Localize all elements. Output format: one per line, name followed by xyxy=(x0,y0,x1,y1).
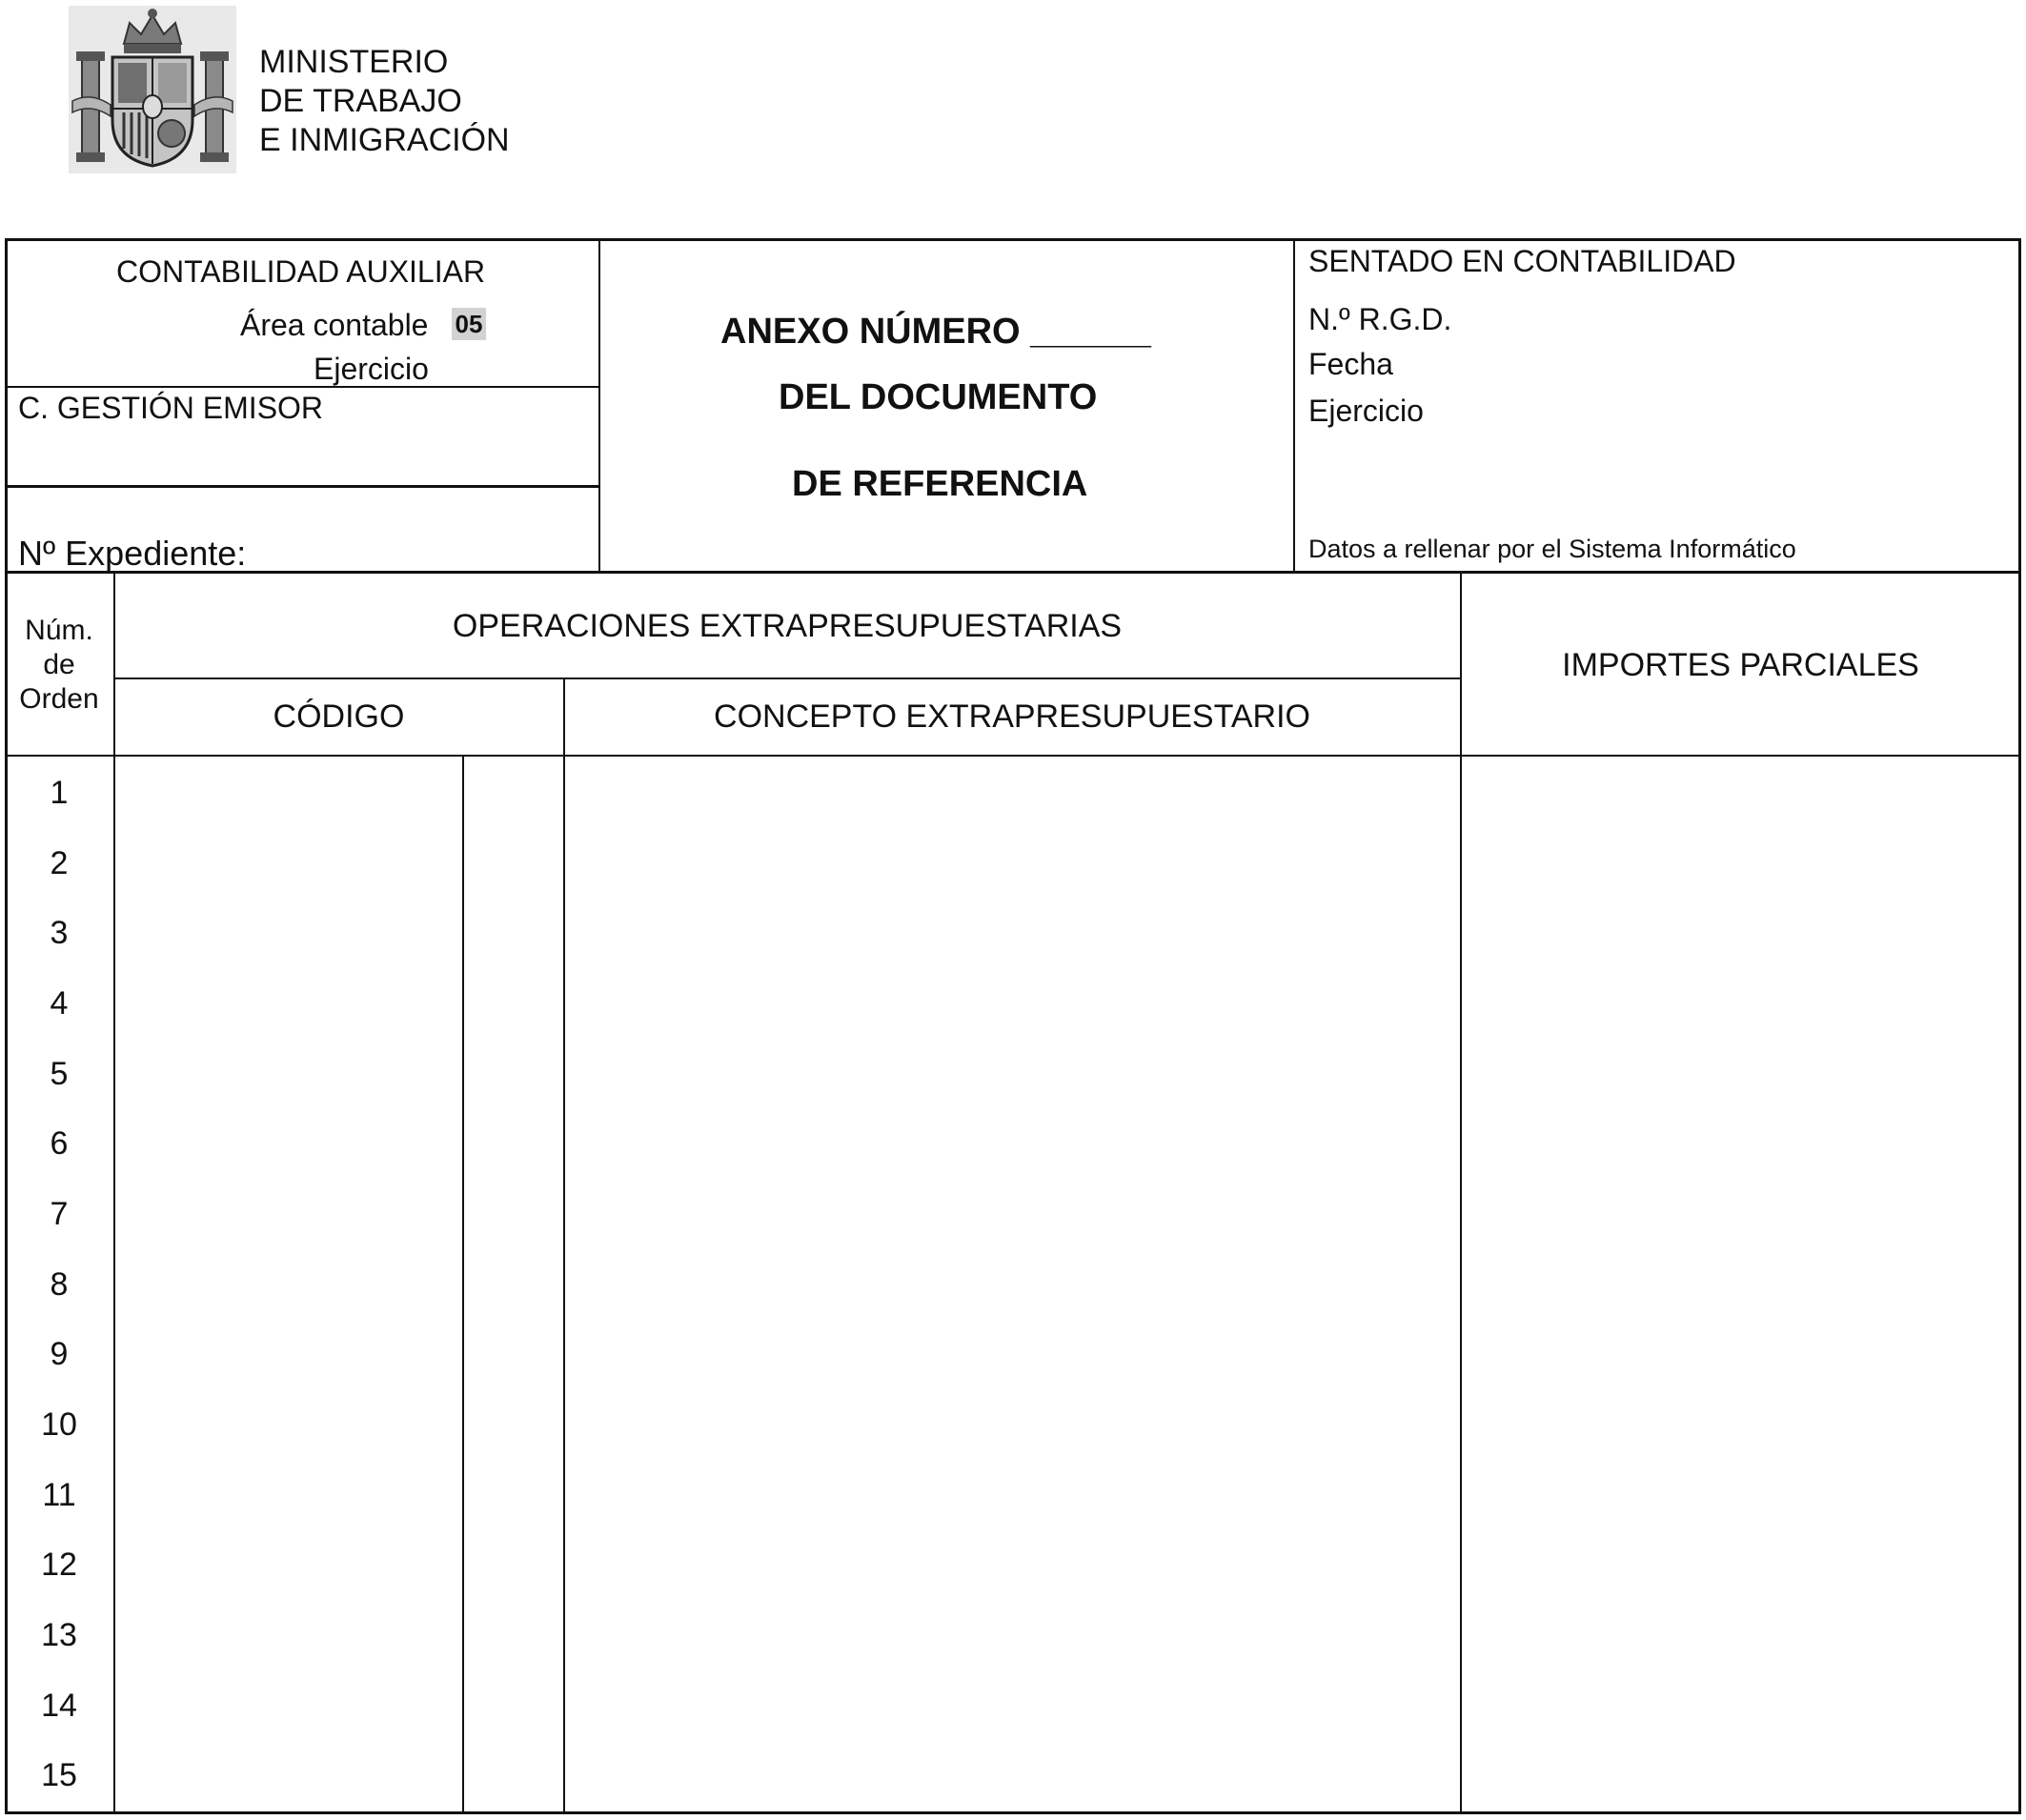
divider xyxy=(6,571,2020,574)
operaciones-header: OPERACIONES EXTRAPRESUPUESTARIAS xyxy=(452,608,1123,644)
table-divider xyxy=(1460,573,1462,1813)
num-orden-header-3: Orden xyxy=(19,683,99,715)
ministry-name-line-3: E INMIGRACIÓN xyxy=(259,122,510,158)
row-number: 9 xyxy=(50,1336,69,1372)
row-number: 1 xyxy=(50,775,69,811)
row-number: 13 xyxy=(41,1617,77,1653)
sentado-contabilidad-label: SENTADO EN CONTABILIDAD xyxy=(1308,244,1736,278)
area-contable-value: 05 xyxy=(452,308,486,340)
row-number: 14 xyxy=(41,1688,77,1724)
row-number: 11 xyxy=(42,1477,76,1513)
ministry-name-line-1: MINISTERIO xyxy=(259,44,449,80)
del-documento-title: DEL DOCUMENTO xyxy=(779,377,1098,417)
table-divider xyxy=(114,677,1461,679)
rgd-label: N.º R.G.D. xyxy=(1308,302,1452,336)
expediente-label: Nº Expediente: xyxy=(18,534,247,573)
de-referencia-title: DE REFERENCIA xyxy=(792,464,1088,504)
divider xyxy=(6,485,599,488)
table-divider xyxy=(6,755,2020,757)
num-orden-header-1: Núm. xyxy=(25,615,93,646)
fecha-label: Fecha xyxy=(1308,347,1393,381)
ejercicio-label: Ejercicio xyxy=(314,352,429,386)
divider xyxy=(598,239,600,572)
ejercicio-right-label: Ejercicio xyxy=(1308,394,1424,428)
row-number: 10 xyxy=(41,1406,77,1443)
spanish-coat-of-arms-icon xyxy=(69,6,236,173)
row-number: 4 xyxy=(50,985,69,1021)
row-number: 3 xyxy=(50,915,69,951)
divider xyxy=(6,386,599,388)
importes-header: IMPORTES PARCIALES xyxy=(1562,647,1919,683)
ministry-name-line-2: DE TRABAJO xyxy=(259,83,462,119)
row-number: 5 xyxy=(50,1056,69,1092)
anexo-numero-title: ANEXO NÚMERO ______ xyxy=(720,312,1151,352)
num-orden-header-2: de xyxy=(43,649,75,680)
table-divider xyxy=(462,755,464,1813)
sistema-informatico-note: Datos a rellenar por el Sistema Informático xyxy=(1308,535,1796,563)
row-number: 8 xyxy=(50,1266,69,1303)
row-number: 12 xyxy=(41,1547,77,1583)
row-number: 2 xyxy=(50,845,69,881)
codigo-header: CÓDIGO xyxy=(273,698,405,735)
table-divider xyxy=(113,573,115,1813)
contabilidad-auxiliar-label: CONTABILIDAD AUXILIAR xyxy=(116,254,486,289)
gestion-emisor-label: C. GESTIÓN EMISOR xyxy=(18,391,324,425)
row-number: 6 xyxy=(50,1125,69,1162)
row-number: 7 xyxy=(50,1196,69,1232)
concepto-header: CONCEPTO EXTRAPRESUPUESTARIO xyxy=(714,698,1310,735)
area-contable-label: Área contable xyxy=(240,308,429,342)
divider xyxy=(1293,239,1295,572)
row-number: 15 xyxy=(41,1757,77,1793)
table-divider xyxy=(563,678,565,1813)
